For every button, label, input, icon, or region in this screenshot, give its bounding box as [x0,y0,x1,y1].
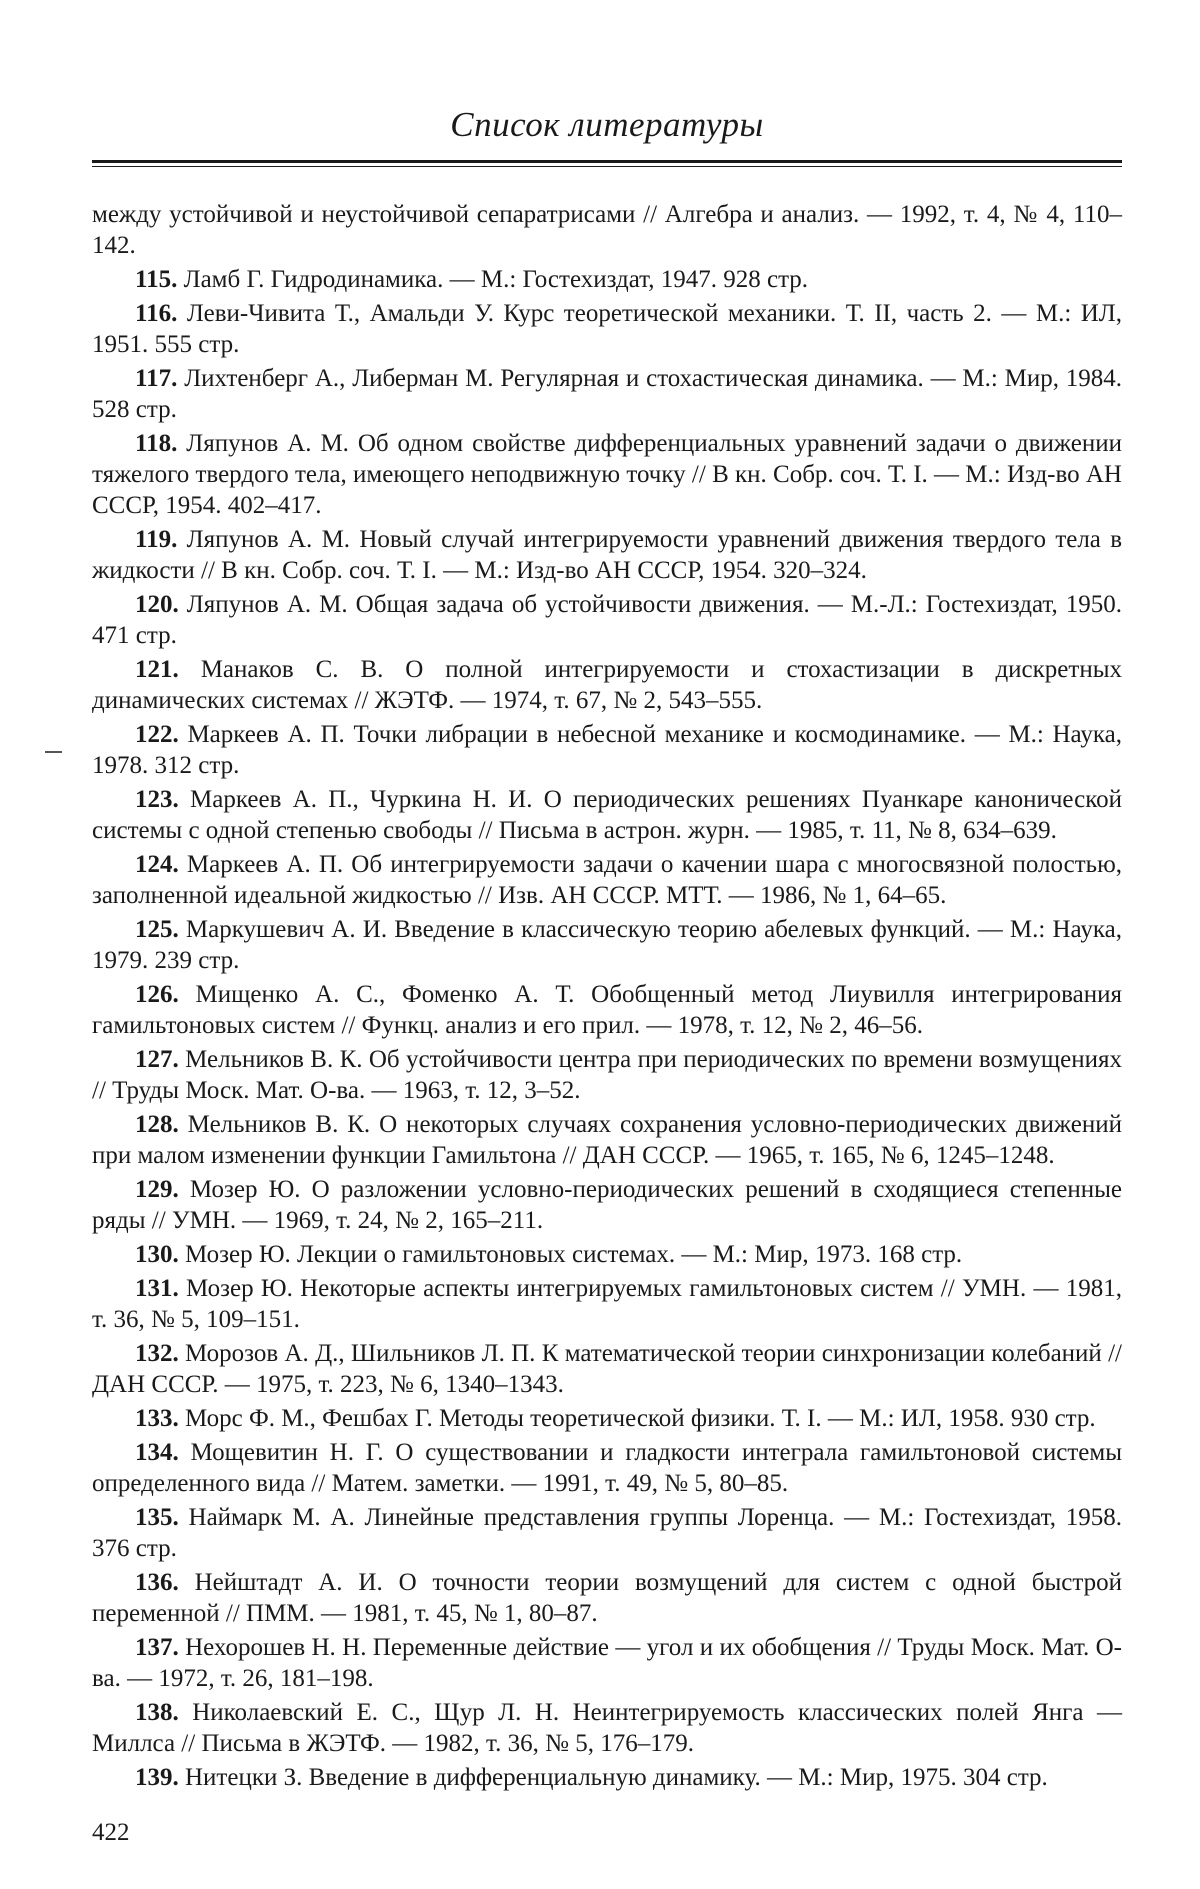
reference-entry [92,1502,1122,1564]
reference-entry [92,1273,1122,1335]
reference-text: Мозер Ю. Лекции о гамильтоновых системах. — М.: Мир, 1973. 168 стр. [185,1241,962,1268]
reference-entry [92,199,1122,261]
reference-number: 118. [135,430,177,457]
reference-entry [92,1632,1122,1694]
reference-text: Морозов А. Д., Шильников Л. П. К математической теории синхронизации колебаний // ДАН СССР. — 1975, т. 223, № 6, 1340–1343. [92,1340,1122,1398]
reference-number: 131. [135,1275,179,1302]
reference-number: 122. [135,721,179,748]
reference-number: 135. [135,1504,179,1531]
reference-entry [92,1437,1122,1499]
reference-number: 116. [135,300,177,327]
reference-text: Морс Ф. М., Фешбах Г. Методы теоретической физики. Т. I. — М.: ИЛ, 1958. 930 стр. [185,1405,1096,1432]
reference-text: Николаевский Е. С., Щур Л. Н. Неинтегрируемость классических полей Янга — Миллса // Письма в ЖЭТФ. — 1982, т. 36, № 5, 176–179. [92,1699,1122,1757]
reference-text: Мищенко А. С., Фоменко А. Т. Обобщенный метод Лиувилля интегрирования гамильтоновых систем // Функц. анализ и его прил. — 1978, т. 12, № 2, 46–56. [92,981,1122,1039]
reference-text: Ламб Г. Гидродинамика. — М.: Гостехиздат, 1947. 928 стр. [184,266,808,293]
reference-number: 123. [135,786,179,813]
reference-number: 124. [135,851,179,878]
reference-list [92,199,1122,1796]
reference-entry [92,264,1122,295]
reference-text: Манаков С. В. О полной интегрируемости и стохастизации в дискретных динамических системах // ЖЭТФ. — 1974, т. 67, № 2, 543–555. [92,656,1122,714]
reference-text: Ляпунов А. М. Об одном свойстве дифференциальных уравнений задачи о движении тяжелого твердого тела, имеющего неподвижную точку // В кн. Собр. соч. Т. I. — М.: Изд-во АН СССР, 1954. 402–417. [92,430,1122,519]
reference-entry [92,1567,1122,1629]
margin-mark [45,751,62,753]
reference-number: 126. [135,981,179,1008]
reference-entry [92,1174,1122,1236]
reference-text: Маркеев А. П. Об интегрируемости задачи о качении шара с многосвязной полостью, заполненной идеальной жидкостью // Изв. АН СССР. МТТ. — 1986, № 1, 64–65. [92,851,1122,909]
reference-entry [92,979,1122,1041]
reference-entry [92,914,1122,976]
reference-entry [92,363,1122,425]
reference-number: 115. [135,266,177,293]
reference-entry [92,654,1122,716]
reference-number: 117. [135,365,177,392]
reference-entry [92,1109,1122,1171]
reference-entry [92,1239,1122,1270]
reference-number: 137. [135,1634,179,1661]
reference-text: Лихтенберг А., Либерман М. Регулярная и стохастическая динамика. — М.: Мир, 1984. 528 стр. [92,365,1122,423]
reference-text: Нехорошев Н. Н. Переменные действие — угол и их обобщения // Труды Моск. Мат. О-ва. — 1972, т. 26, 181–198. [92,1634,1122,1692]
header-rule-thin [92,166,1122,167]
reference-number: 139. [135,1764,179,1791]
reference-number: 132. [135,1340,179,1367]
reference-text: Мощевитин Н. Г. О существовании и гладкости интеграла гамильтоновой системы определенного вида // Матем. заметки. — 1991, т. 49, № 5, 80–85. [92,1439,1122,1497]
reference-text: Мельников В. К. Об устойчивости центра при периодических по времени возмущениях // Труды Моск. Мат. О-ва. — 1963, т. 12, 3–52. [92,1046,1122,1104]
reference-entry [92,784,1122,846]
reference-text: Нитецки З. Введение в дифференциальную динамику. — М.: Мир, 1975. 304 стр. [185,1764,1048,1791]
reference-number: 127. [135,1046,179,1073]
reference-number: 133. [135,1405,179,1432]
header-rule-thick [92,160,1122,163]
reference-text: Маркушевич А. И. Введение в классическую теорию абелевых функций. — М.: Наука, 1979. 239 стр. [92,916,1122,974]
reference-text: Маркеев А. П., Чуркина Н. И. О периодических решениях Пуанкаре канонической системы с одной степенью свободы // Письма в астрон. журн. — 1985, т. 11, № 8, 634–639. [92,786,1122,844]
reference-number: 134. [135,1439,179,1466]
running-header-title: Список литературы [92,105,1122,145]
reference-number: 125. [135,916,179,943]
reference-entry [92,1403,1122,1434]
reference-number: 129. [135,1176,179,1203]
reference-text: Маркеев А. П. Точки либрации в небесной механике и космодинамике. — М.: Наука, 1978. 312 стр. [92,721,1122,779]
reference-text: Мозер Ю. Некоторые аспекты интегрируемых гамильтоновых систем // УМН. — 1981, т. 36, № 5, 109–151. [92,1275,1122,1333]
reference-entry [92,524,1122,586]
reference-text: Ляпунов А. М. Новый случай интегрируемости уравнений движения твердого тела в жидкости // В кн. Собр. соч. Т. I. — М.: Изд-во АН СССР, 1954. 320–324. [92,526,1122,584]
reference-entry [92,849,1122,911]
reference-text: Мозер Ю. О разложении условно-периодических решений в сходящиеся степенные ряды // УМН. — 1969, т. 24, № 2, 165–211. [92,1176,1122,1234]
reference-entry [92,1338,1122,1400]
reference-text: Наймарк М. А. Линейные представления группы Лоренца. — М.: Гостехиздат, 1958. 376 стр. [92,1504,1122,1562]
page-number: 422 [92,1819,130,1847]
reference-entry [92,1762,1122,1793]
reference-text: Ляпунов А. М. Общая задача об устойчивости движения. — М.-Л.: Гостехиздат, 1950. 471 стр. [92,591,1122,649]
reference-number: 130. [135,1241,179,1268]
reference-entry [92,719,1122,781]
reference-entry [92,298,1122,360]
reference-entry [92,1697,1122,1759]
reference-number: 119. [135,526,177,553]
reference-number: 138. [135,1699,179,1726]
reference-text: Нейштадт А. И. О точности теории возмущений для систем с одной быстрой переменной // ПММ. — 1981, т. 45, № 1, 80–87. [92,1569,1122,1627]
reference-entry [92,428,1122,521]
reference-text: Леви-Чивита Т., Амальди У. Курс теоретической механики. Т. II, часть 2. — М.: ИЛ, 1951. 555 стр. [92,300,1122,358]
reference-number: 121. [135,656,179,683]
reference-entry [92,1044,1122,1106]
reference-entry [92,589,1122,651]
reference-number: 136. [135,1569,179,1596]
reference-number: 128. [135,1111,179,1138]
reference-text: между устойчивой и неустойчивой сепаратрисами // Алгебра и анализ. — 1992, т. 4, № 4, 110–142. [92,201,1122,259]
reference-text: Мельников В. К. О некоторых случаях сохранения условно-периодических движений при малом изменении функции Гамильтона // ДАН СССР. — 1965, т. 165, № 6, 1245–1248. [92,1111,1122,1169]
reference-number: 120. [135,591,179,618]
